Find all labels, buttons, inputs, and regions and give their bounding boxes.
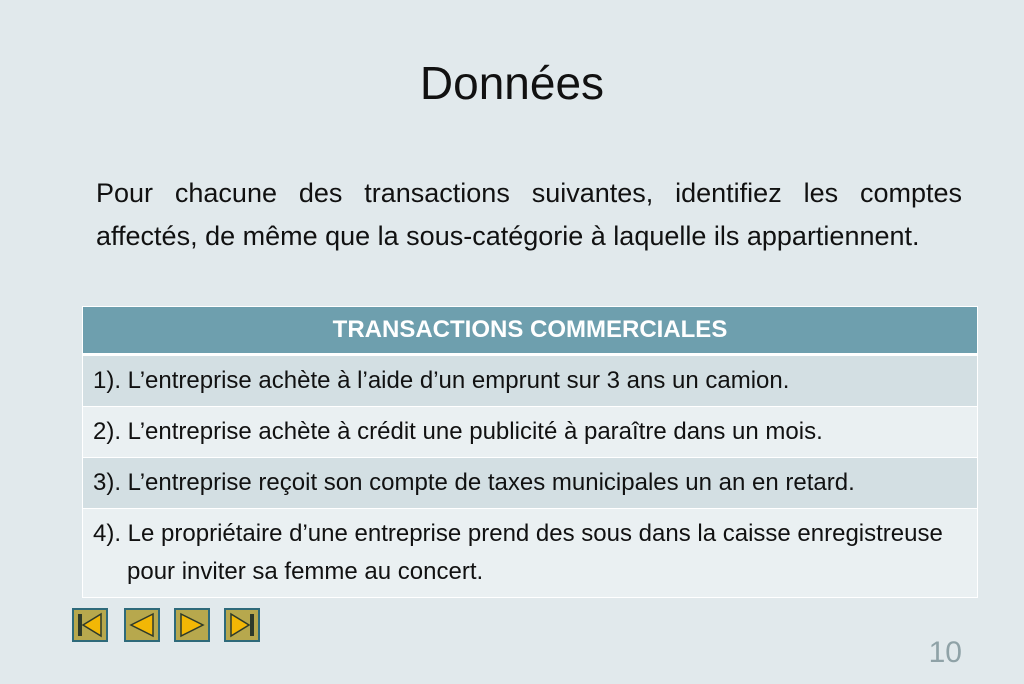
- table-row: [83, 407, 978, 458]
- transaction-text: 3). L’entreprise reçoit son compte de taxes municipales un an en retard.: [93, 469, 855, 496]
- table-row: [83, 458, 978, 509]
- intro-paragraph: Pour chacune des transactions suivantes, identifiez les comptes affectés, de même que la sous-catégorie à laquelle ils appartiennent.: [96, 178, 962, 251]
- table-row: [83, 509, 978, 598]
- transactions-table: [82, 306, 978, 598]
- transaction-text: 4). Le propriétaire d’une entreprise prend des sous dans la caisse enregistreuse pour inviter sa femme au concert.: [93, 520, 943, 585]
- last-slide-button[interactable]: [224, 608, 260, 642]
- slide-title: Données: [419, 57, 605, 109]
- previous-slide-icon: [126, 610, 158, 640]
- table-row: [83, 355, 978, 407]
- table-header: TRANSACTIONS COMMERCIALES: [83, 307, 978, 355]
- previous-slide-button[interactable]: [124, 608, 160, 642]
- next-slide-icon: [176, 610, 208, 640]
- table-cell: [83, 355, 978, 407]
- table-header-row: [83, 307, 978, 355]
- transaction-text: 1). L’entreprise achète à l’aide d’un emprunt sur 3 ans un camion.: [93, 367, 790, 394]
- last-slide-icon: [226, 610, 258, 640]
- table-cell: [83, 458, 978, 509]
- first-slide-icon: [74, 610, 106, 640]
- table-cell: [83, 407, 978, 458]
- table-cell: [83, 509, 978, 598]
- transaction-text: 2). L’entreprise achète à crédit une publicité à paraître dans un mois.: [93, 418, 823, 445]
- next-slide-button[interactable]: [174, 608, 210, 642]
- first-slide-button[interactable]: [72, 608, 108, 642]
- page-number: 10: [928, 636, 962, 669]
